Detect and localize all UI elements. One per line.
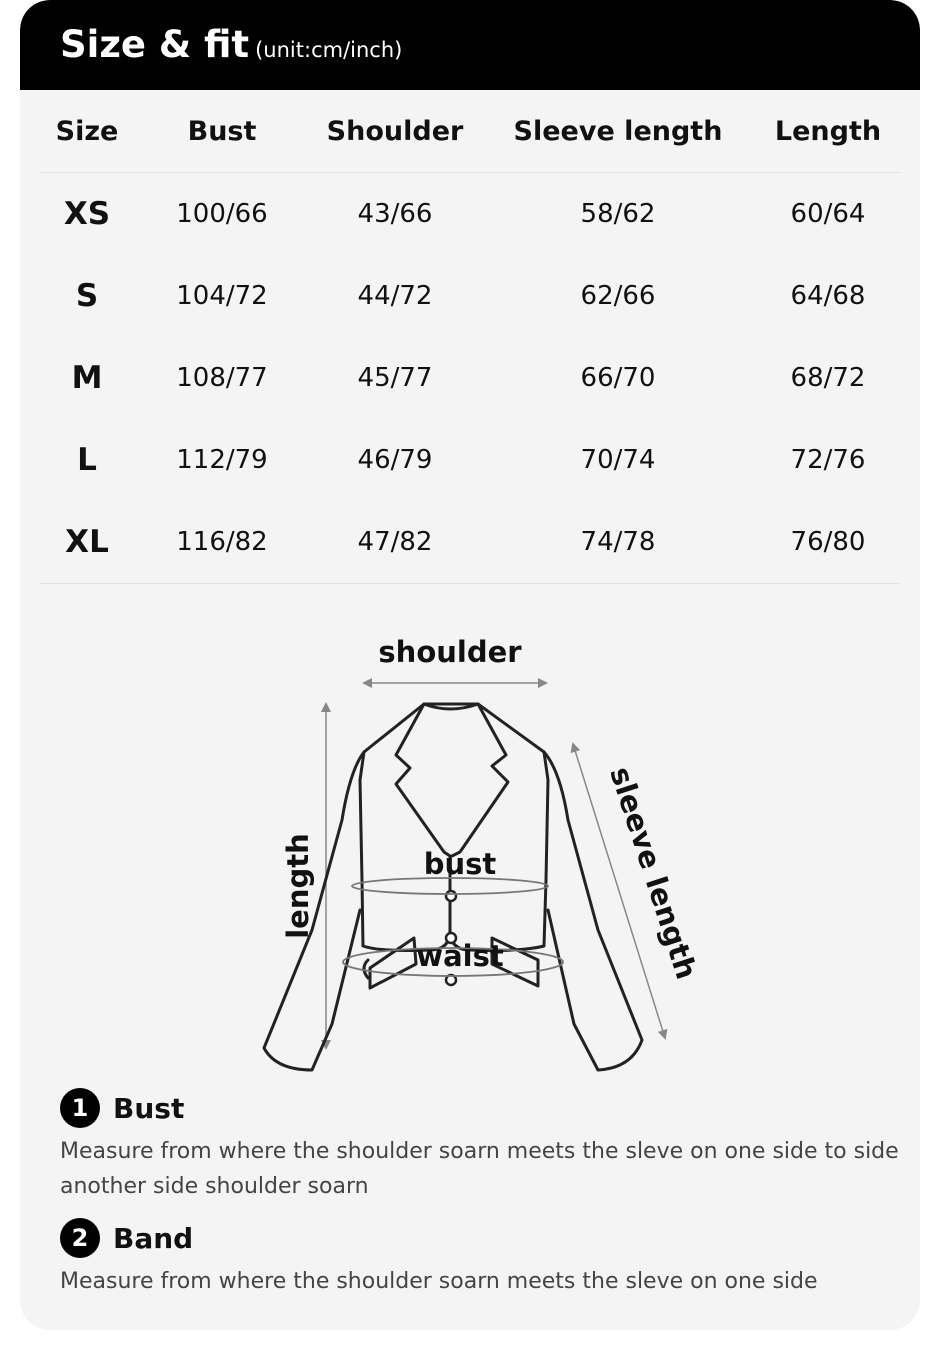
shoulder-label: shoulder <box>378 635 522 669</box>
table-cell: 116/82 <box>134 501 310 584</box>
unit-note: (unit:cm/inch) <box>255 38 403 62</box>
size-label: XL <box>40 501 134 584</box>
note-heading <box>60 1088 900 1128</box>
size-label: XS <box>63 196 111 232</box>
table-row <box>40 337 900 419</box>
note-bust <box>60 1088 900 1204</box>
header-bar <box>20 0 920 90</box>
column-header-shoulder: Shoulder <box>310 90 480 173</box>
bust-label: bust <box>423 847 497 881</box>
table-cell: 58/62 <box>580 199 656 229</box>
table-cell: 46/79 <box>357 445 433 475</box>
table-cell: 104/72 <box>176 281 268 311</box>
note-text: Measure from where the shoulder soarn meets the sleve on one side to side another side shoulder soarn <box>60 1139 899 1199</box>
length-label: length <box>281 833 315 939</box>
table-header-row <box>40 90 900 173</box>
table-cell: 68/72 <box>790 363 866 393</box>
size-label: S <box>75 278 99 314</box>
column-header-length: Length <box>756 90 900 173</box>
table-cell: 60/64 <box>790 199 866 229</box>
table-row <box>40 419 900 501</box>
table-cell: 43/66 <box>357 199 433 229</box>
jacket-body <box>360 704 548 951</box>
table-row <box>40 501 900 584</box>
size-table <box>40 90 900 584</box>
number-badge: 1 <box>60 1088 100 1128</box>
note-band <box>60 1218 900 1299</box>
table-cell: 45/77 <box>357 363 433 393</box>
collar-right <box>452 704 508 856</box>
sleeve-length-label: sleeve length <box>603 762 704 984</box>
number-badge: 2 <box>60 1218 100 1258</box>
table-cell: 62/66 <box>580 281 656 311</box>
jacket-illustration <box>20 620 920 1090</box>
table-cell: 47/82 <box>310 501 480 584</box>
note-heading <box>60 1218 900 1258</box>
title-text: Size & fit <box>60 23 250 66</box>
column-header-sleeve-length: Sleeve length <box>480 90 756 173</box>
size-fit-card <box>20 0 920 1330</box>
jacket-outline <box>264 704 642 1070</box>
table-cell: 64/68 <box>790 281 866 311</box>
measurement-notes <box>60 1088 900 1299</box>
waist-label: waist <box>416 939 504 973</box>
column-header-size: Size <box>40 90 134 173</box>
note-title: Band <box>113 1221 194 1255</box>
note-title: Bust <box>113 1091 185 1125</box>
table-cell: 66/70 <box>580 363 656 393</box>
table-cell: 112/79 <box>176 445 268 475</box>
jacket-button <box>446 891 456 901</box>
table-row <box>40 255 900 337</box>
table-cell: 70/74 <box>580 445 656 475</box>
size-label: M <box>71 360 103 396</box>
pocket-flap-left <box>370 938 416 988</box>
table-cell: 76/80 <box>756 501 900 584</box>
table-cell: 100/66 <box>176 199 268 229</box>
table-cell: 72/76 <box>790 445 866 475</box>
pocket-left <box>364 960 368 978</box>
table-cell: 44/72 <box>357 281 433 311</box>
note-text: Measure from where the shoulder soarn meets the sleve on one side <box>60 1269 818 1294</box>
page-title <box>60 20 402 75</box>
table-cell: 74/78 <box>480 501 756 584</box>
table-cell: 108/77 <box>176 363 268 393</box>
table-row <box>40 173 900 256</box>
size-label: L <box>77 442 97 478</box>
column-header-bust: Bust <box>134 90 310 173</box>
jacket-measurement-diagram <box>20 620 920 1090</box>
collar-left <box>396 704 450 856</box>
